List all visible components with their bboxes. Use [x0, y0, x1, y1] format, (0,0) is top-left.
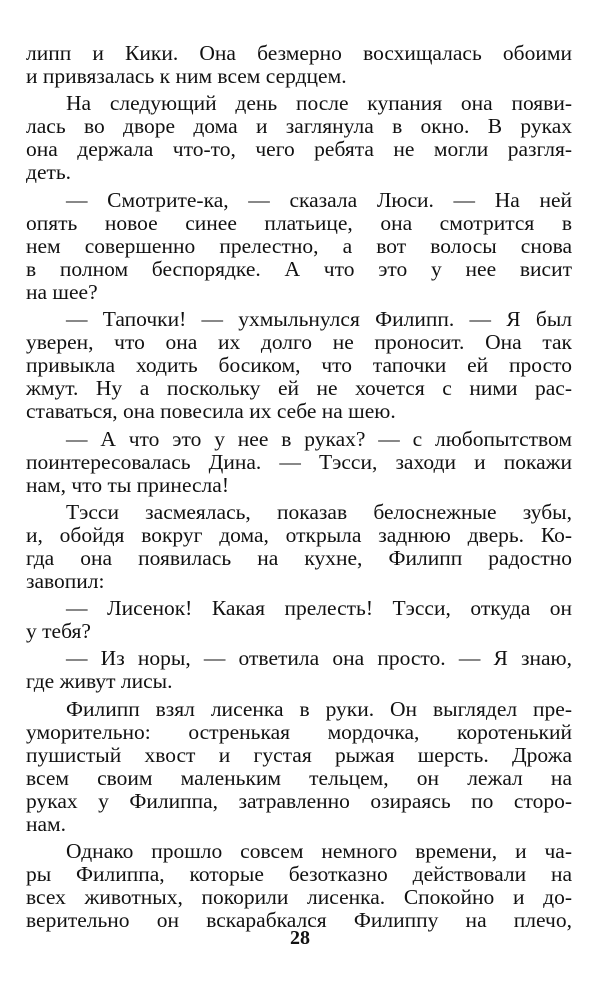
text-line: — А что это у нее в руках? — с любопытством: [66, 427, 572, 451]
text-line: руках у Филиппа, затравленно озираясь по сторо-: [26, 789, 572, 813]
text-line: гда она появилась на кухне, Филипп радостно: [26, 546, 572, 570]
paragraph: [26, 42, 572, 88]
text-line: лась во дворе дома и заглянула в окно. В руках: [26, 115, 572, 139]
text-line: — Из норы, — ответила она просто. — Я знаю,: [66, 647, 572, 671]
text-line: всех животных, покорили лисенка. Спокойно и до-: [26, 886, 572, 910]
text-line: и, обойдя вокруг дома, открыла заднюю дверь. Ко-: [26, 523, 572, 547]
text-line: Филипп взял лисенка в руки. Он выглядел пре-: [66, 697, 572, 721]
text-line: На следующий день после купания она появи-: [66, 92, 572, 116]
text-line: Тэсси засмеялась, показав белоснежные зубы,: [66, 500, 572, 524]
paragraph: [26, 428, 572, 497]
text-line: она держала что-то, чего ребята не могли разгля-: [26, 138, 572, 162]
text-line: на шее?: [26, 280, 98, 304]
text-line: — Смотрите-ка, — сказала Люси. — На ней: [66, 188, 572, 212]
text-line: завопил:: [26, 570, 105, 594]
page-body: [26, 42, 572, 932]
text-line: нам, что ты принесла!: [26, 473, 229, 497]
text-line: — Лисенок! Какая прелесть! Тэсси, откуда он: [66, 597, 572, 621]
page-number: 28: [290, 927, 310, 949]
paragraph: [26, 597, 572, 643]
paragraph: [26, 698, 572, 837]
text-line: верительно он вскарабкался Филиппу на плечо,: [26, 909, 572, 933]
text-line: у тебя?: [26, 620, 91, 644]
paragraph: [26, 501, 572, 593]
text-line: поинтересовалась Дина. — Тэсси, заходи и покажи: [26, 450, 572, 474]
text-line: где живут лисы.: [26, 670, 173, 694]
paragraph: [26, 308, 572, 423]
text-line: пушистый хвост и густая рыжая шерсть. Дрожа: [26, 743, 572, 767]
paragraph: [26, 840, 572, 932]
text-line: опять новое синее платьице, она смотрится в: [26, 211, 572, 235]
text-line: нам.: [26, 813, 67, 836]
text-line: нем совершенно прелестно, а вот волосы снова: [26, 234, 572, 258]
paragraph: [26, 189, 572, 304]
text-line: всем своим маленьким тельцем, он лежал на: [26, 766, 572, 790]
text-line: Однако прошло совсем немного времени, и ча-: [66, 840, 572, 864]
text-line: и привязалась к ним всем сердцем.: [26, 65, 347, 89]
text-line: — Тапочки! — ухмыльнулся Филипп. — Я был: [66, 308, 572, 332]
text-line: в полном беспорядке. А что это у нее висит: [26, 257, 572, 281]
text-line: уморительно: остренькая мордочка, коротенький: [26, 720, 572, 744]
paragraph: [26, 647, 572, 693]
text-line: привыкла ходить босиком, что тапочки ей просто: [26, 354, 572, 378]
text-line: деть.: [26, 161, 72, 185]
text-line: жмут. Ну а поскольку ей не хочется с ними рас-: [26, 377, 572, 401]
text-line: ры Филиппа, которые безотказно действовали на: [26, 863, 572, 887]
text-line: уверен, что она их долго не проносит. Она так: [26, 331, 572, 355]
paragraph: [26, 92, 572, 184]
text-line: ставаться, она повесила их себе на шею.: [26, 400, 396, 424]
text-line: липп и Кики. Она безмерно восхищалась обоими: [26, 42, 572, 65]
